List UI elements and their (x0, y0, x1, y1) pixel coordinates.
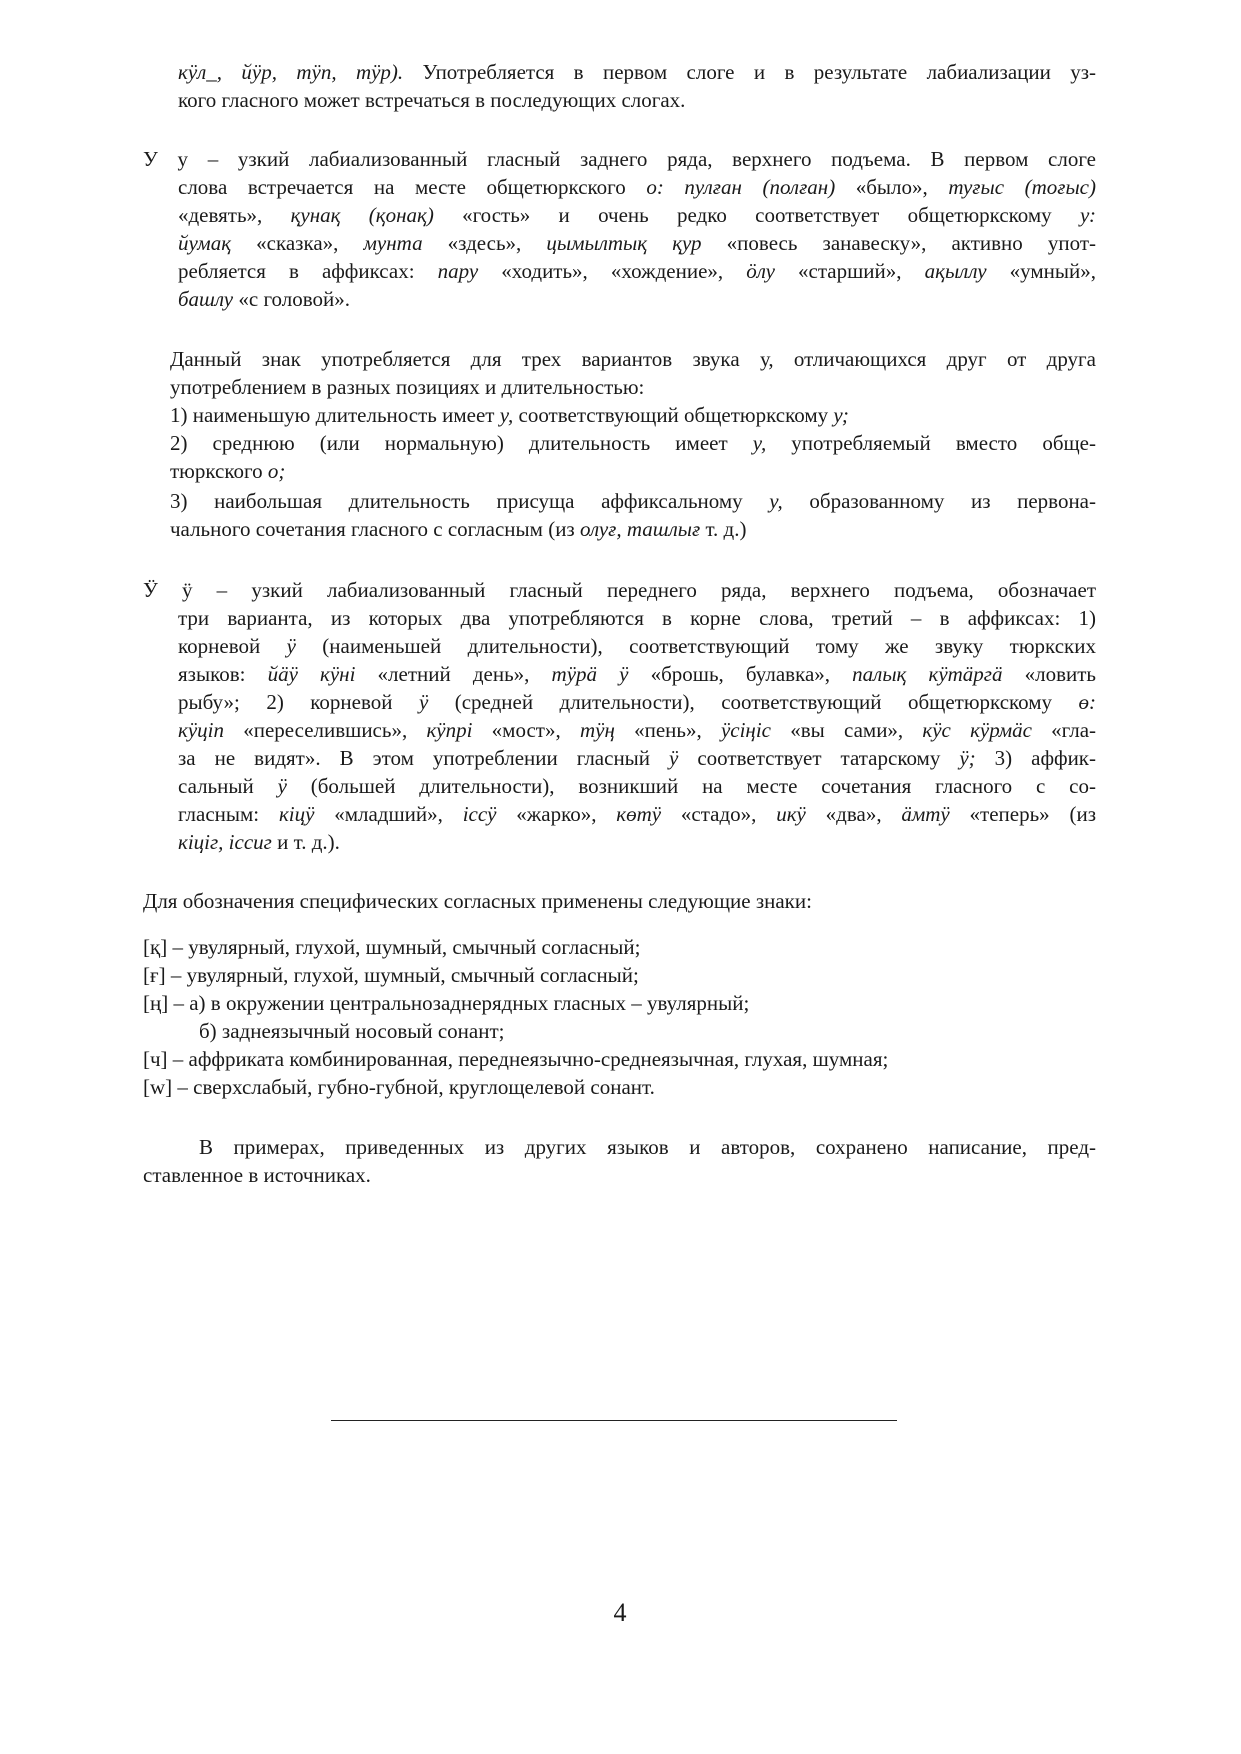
para-uu-line-5: рыбу»; 2) корневой ӱ (средней длительности), соответствующий общетюркскому ө: (178, 690, 1096, 714)
para-variants-line-7: чального сочетания гласного с согласным (из олуғ, ташлығ т. д.) (170, 517, 747, 541)
para-uu-line-8: сальный ӱ (большей длительности), возникший на месте сочетания гласного с со- (178, 774, 1096, 798)
para-u-line-3: «девять», қунақ (қонақ) «гость» и очень редко соответствует общетюркскому у: (178, 203, 1097, 227)
page-number: 4 (613, 1598, 627, 1627)
consonant-item-ng: [ң] – а) в окружении центральнозаднерядных гласных – увулярный; (143, 991, 750, 1015)
para-u-line-4: йумақ «сказка», мунта «здесь», цымылтық қур «повесь занавеску», активно упот- (178, 231, 1096, 255)
para-uu-line-7: за не видят». В этом употреблении гласный ӱ соответствует татарскому ӱ; 3) аффик- (178, 746, 1097, 770)
consonant-item-ch: [ч] – аффриката комбинированная, переднеязычно-среднеязычная, глухая, шумная; (143, 1047, 889, 1071)
para-uu-line-6: кӱцiп «переселившись», кӱпрi «мост», тӱң «пень», ӱсiңiс «вы сами», кӱс кӱрмäс «гла- (178, 718, 1097, 742)
consonant-item-gh: [ғ] – увулярный, глухой, шумный, смычный согласный; (143, 963, 639, 987)
horizontal-rule (331, 1420, 897, 1421)
para-variants-line-5: тюркского о; (170, 459, 286, 483)
para-continued-line-2: кого гласного может встречаться в последующих слогах. (178, 88, 686, 112)
para-uu-line-3: корневой ӱ (наименьшей длительности), соответствующий тому же звуку тюркских (178, 634, 1096, 658)
consonant-item-q: [қ] – увулярный, глухой, шумный, смычный согласный; (143, 935, 641, 959)
consonants-intro: Для обозначения специфических согласных применены следующие знаки: (143, 889, 812, 913)
para-u-line-6: башлу «с головой». (178, 287, 350, 311)
para-uu-line-4: языков: йäӱ кӱнi «летний день», тӱрä ӱ «брошь, булавка», палық кӱтäргä «ловить (178, 662, 1097, 686)
para-continued-line-1: кӱл_, йӱр, тӱп, тӱр). Употребляется в первом слоге и в результате лабиализации уз- (178, 60, 1097, 84)
consonant-item-w: [w] – сверхслабый, губно-губной, круглощелевой сонант. (143, 1075, 655, 1099)
para-variants-line-1: Данный знак употребляется для трех вариантов звука у, отличающихся друг от друга (170, 347, 1096, 371)
para-uu-line-9: гласным: кiцӱ «младший», iссӱ «жарко», көтӱ «стадо», икӱ «два», äмтӱ «теперь» (из (178, 802, 1096, 826)
para-uu-line-1: Ӱ ӱ – узкий лабиализованный гласный переднего ряда, верхнего подъема, обозначает (143, 578, 1096, 602)
closing-line-1: В примерах, приведенных из других языков и авторов, сохранено написание, пред- (199, 1135, 1096, 1159)
para-u-line-1: У у – узкий лабиализованный гласный заднего ряда, верхнего подъема. В первом слоге (143, 147, 1096, 171)
para-variants-line-4: 2) среднюю (или нормальную) длительность имеет у, употребляемый вместо обще- (170, 431, 1096, 455)
closing-line-2: ставленное в источниках. (143, 1163, 371, 1187)
para-variants-line-6: 3) наибольшая длительность присуща аффиксальному у, образованному из первона- (170, 489, 1096, 513)
para-uu-line-10: кiцiг, iссиг и т. д.). (178, 830, 340, 854)
para-variants-line-2: употреблением в разных позициях и длительностью: (170, 375, 645, 399)
para-variants-line-3: 1) наименьшую длительность имеет у, соответствующий общетюркскому у; (170, 403, 849, 427)
para-u-line-2: слова встречается на месте общетюркского о: пулған (полған) «было», туғыс (тоғыс) (178, 175, 1096, 199)
para-uu-line-2: три варианта, из которых два употребляются в корне слова, третий – в аффиксах: 1) (178, 606, 1096, 630)
para-u-line-5: ребляется в аффиксах: пару «ходить», «хождение», ӧлу «старший», ақыллу «умный», (178, 259, 1096, 283)
consonant-item-ng-b: б) заднеязычный носовый сонант; (199, 1019, 505, 1043)
